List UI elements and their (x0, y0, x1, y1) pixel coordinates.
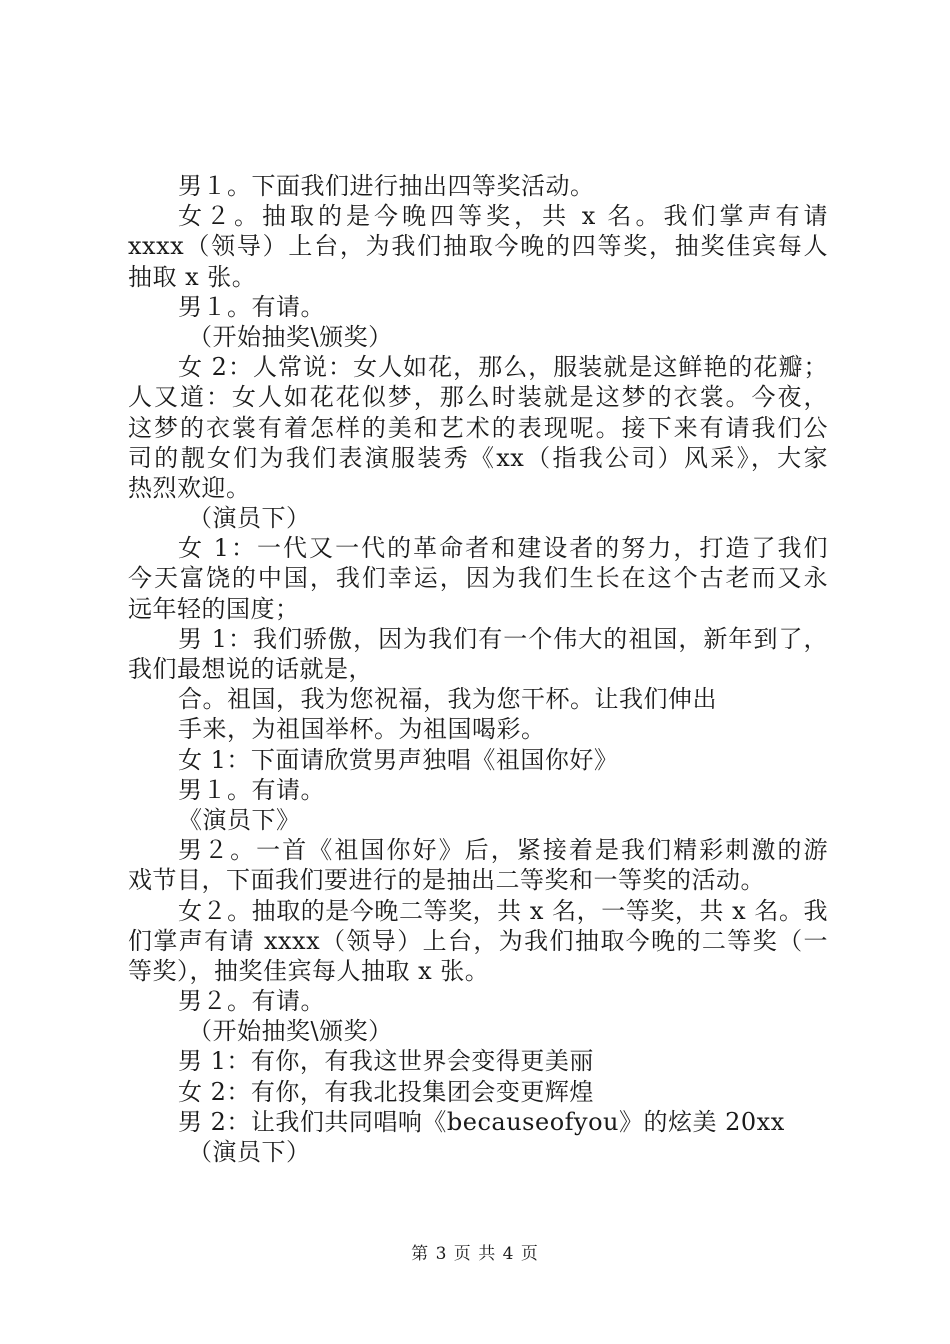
text-line: 这梦的衣裳有着怎样的美和艺术的表现呢。接下来有请我们公 (128, 413, 828, 442)
text-line: 们掌声有请 xxxx（领导）上台，为我们抽取今晚的二等奖（一 (128, 926, 828, 955)
text-line: 女２。抽取的是今晚二等奖，共 x 名，一等奖，共 x 名。我 (178, 896, 828, 925)
text-line: 男 1：我们骄傲，因为我们有一个伟大的祖国，新年到了， (178, 624, 828, 653)
text-line: 女 2：人常说：女人如花，那么，服装就是这鲜艳的花瓣； (178, 353, 828, 382)
text-line: 今天富饶的中国，我们幸运，因为我们生长在这个古老而又永 (128, 564, 828, 593)
text-line: 人又道：女人如花花似梦，那么时装就是这梦的衣裳。今夜， (128, 383, 828, 412)
text-line: 等奖），抽奖佳宾每人抽取 x 张。 (128, 956, 490, 985)
text-line: 男 2：让我们共同唱响《becauseofyou》的炫美 20xx (178, 1107, 785, 1136)
text-line: 戏节目，下面我们要进行的是抽出二等奖和一等奖的活动。 (128, 866, 765, 895)
text-line: 司的靓女们为我们表演服装秀《xx（指我公司）风采》，大家 (128, 443, 828, 472)
text-line: （开始抽奖\颁奖） (188, 322, 393, 351)
text-line: 《演员下》 (178, 805, 301, 834)
text-line: 女２。抽取的是今晚四等奖，共 x 名。我们掌声有请 (178, 202, 828, 231)
text-line: 手来，为祖国举杯。为祖国喝彩。 (178, 715, 546, 744)
text-line: 女 1：下面请欣赏男声独唱《祖国你好》 (178, 745, 619, 774)
text-line: 男 1：有你，有我这世界会变得更美丽 (178, 1047, 594, 1076)
text-line: 男１。有请。 (178, 775, 325, 804)
text-line: （演员下） (188, 504, 311, 533)
text-line: 我们最想说的话就是， (128, 655, 373, 683)
text-line: 热烈欢迎。 (128, 473, 251, 502)
text-line: 男２。一首《祖国你好》后，紧接着是我们精彩刺激的游 (178, 836, 828, 865)
text-line: 男２。有请。 (178, 987, 325, 1016)
text-line: 女 2：有你，有我北投集团会变更辉煌 (178, 1077, 594, 1106)
text-line: 抽取 x 张。 (128, 262, 257, 291)
document-body (128, 171, 828, 1167)
text-line: （开始抽奖\颁奖） (188, 1017, 393, 1046)
text-line: xxxx（领导）上台，为我们抽取今晚的四等奖，抽奖佳宾每人 (128, 232, 828, 261)
page-footer: 第 3 页 共 4 页 (411, 1244, 539, 1264)
text-line: 男１。有请。 (178, 292, 325, 321)
text-line: 女 1：一代又一代的革命者和建设者的努力，打造了我们 (178, 534, 828, 563)
text-line: 合。祖国，我为您祝福，我为您干杯。让我们伸出 (178, 685, 717, 714)
text-line: 远年轻的国度； (128, 594, 300, 623)
text-line: （演员下） (188, 1138, 311, 1166)
text-line: 男１。下面我们进行抽出四等奖活动。 (178, 172, 595, 200)
